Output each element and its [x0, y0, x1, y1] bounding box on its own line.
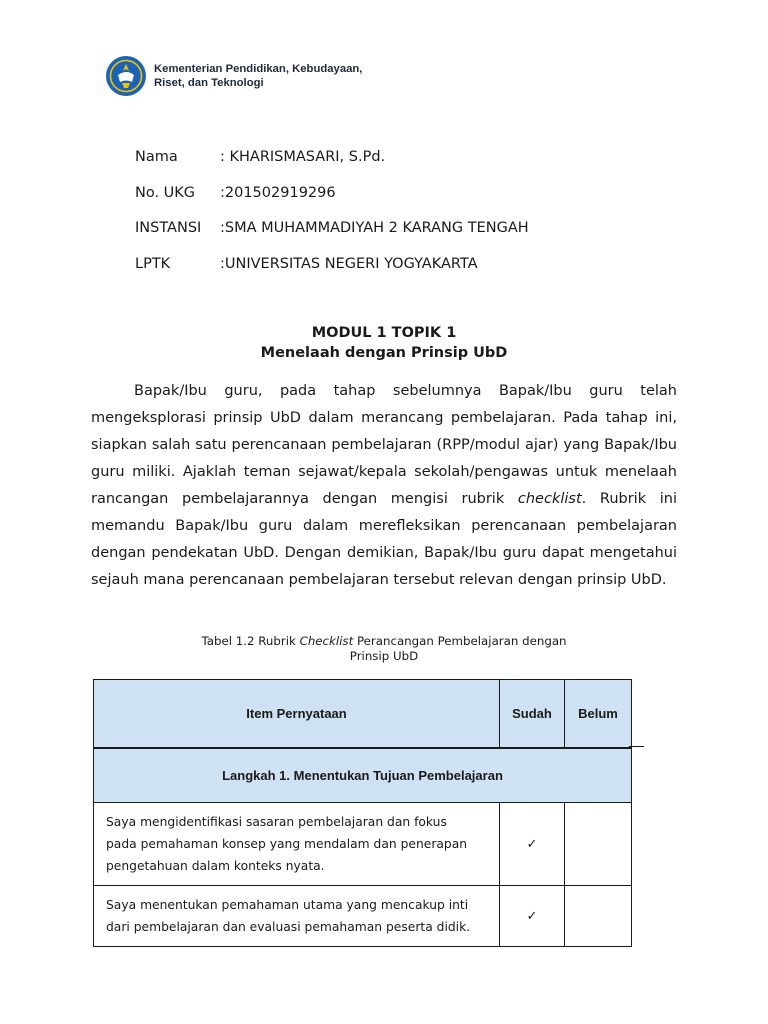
intro-paragraph [91, 378, 677, 594]
table-row [94, 886, 632, 947]
info-row-nama [135, 146, 529, 182]
ministry-header [105, 55, 362, 97]
module-title-line-2: Menelaah dengan Prinsip UbD [260, 345, 508, 361]
table-header-row [94, 680, 632, 749]
ministry-line-2: Riset, dan Teknologi [154, 77, 264, 89]
info-value: :SMA MUHAMMADIYAH 2 KARANG TENGAH [220, 220, 529, 236]
ministry-name [154, 62, 362, 90]
identity-block [135, 146, 529, 288]
module-title-line-1: MODUL 1 TOPIK 1 [311, 325, 457, 341]
caption-line-1 [0, 634, 768, 649]
ministry-line-1: Kementerian Pendidikan, Kebudayaan, [154, 63, 363, 75]
info-label: No. UKG [135, 184, 196, 201]
info-value: : KHARISMASARI, S.Pd. [220, 149, 386, 165]
belum-cell[interactable] [565, 886, 632, 947]
statement-cell [94, 886, 500, 947]
table-caption [0, 634, 768, 664]
statement-line: pada pemahaman konsep yang mendalam dan penerapan [106, 837, 468, 851]
info-row-instansi [135, 217, 529, 253]
info-label: INSTANSI [135, 220, 202, 236]
header-sudah: Sudah [500, 680, 565, 749]
statement-cell [94, 803, 500, 886]
step-row [94, 748, 632, 803]
caption-italic: Checklist [299, 634, 354, 648]
sudah-cell[interactable] [500, 803, 565, 886]
info-label: LPTK [135, 255, 171, 272]
info-label: Nama [135, 149, 178, 165]
statement-line: Saya menentukan pemahaman utama yang mencakup inti [106, 898, 469, 912]
module-title [0, 323, 768, 363]
checkmark-icon: ✓ [526, 836, 538, 852]
statement-line: dari pembelajaran dan evaluasi pemahaman peserta didik. [106, 920, 471, 934]
paragraph-italic-term: checklist [517, 491, 582, 507]
statement-line: pengetahuan dalam konteks nyata. [106, 859, 325, 873]
caption-suffix: Perancangan Pembelajaran dengan [353, 634, 567, 648]
table-row [94, 803, 632, 886]
tut-wuri-handayani-emblem-icon [105, 55, 147, 97]
header-belum: Belum [565, 680, 632, 749]
belum-cell[interactable] [565, 803, 632, 886]
header-item-pernyataan: Item Pernyataan [94, 680, 500, 749]
paragraph-text-start: Bapak/Ibu guru, pada tahap sebelumnya Bapak/Ibu guru telah mengeksplorasi prinsip UbD dalam merancang pembelajaran. Pada tahap ini, siapkan salah satu perencanaan pembelajaran (RPP/modul ajar) yang Bapak/Ibu guru miliki. Ajaklah teman sejawat/kepala sekolah/pengawas untuk menelaah rancangan pembelajarannya dengan mengisi rubrik [91, 383, 677, 507]
info-value: :201502919296 [220, 184, 336, 201]
caption-prefix: Tabel 1.2 Rubrik [201, 634, 300, 648]
info-value: :UNIVERSITAS NEGERI YOGYAKARTA [220, 255, 478, 272]
checkmark-icon: ✓ [526, 908, 538, 924]
paragraph-text-end: . Rubrik ini memandu Bapak/Ibu guru dalam merefleksikan perencanaan pembelajaran dengan pendekatan UbD. Dengan demikian, Bapak/Ibu guru dapat mengetahui sejauh mana perencanaan pembelajaran tersebut relevan dengan prinsip UbD. [91, 491, 677, 588]
table-border-extension [629, 746, 644, 747]
step-heading: Langkah 1. Menentukan Tujuan Pembelajaran [94, 748, 632, 803]
checklist-table [93, 679, 632, 947]
info-row-ukg [135, 182, 529, 218]
caption-line-2: Prinsip UbD [349, 649, 419, 663]
sudah-cell[interactable] [500, 886, 565, 947]
info-row-lptk [135, 253, 529, 289]
statement-line: Saya mengidentifikasi sasaran pembelajaran dan fokus [106, 815, 447, 829]
